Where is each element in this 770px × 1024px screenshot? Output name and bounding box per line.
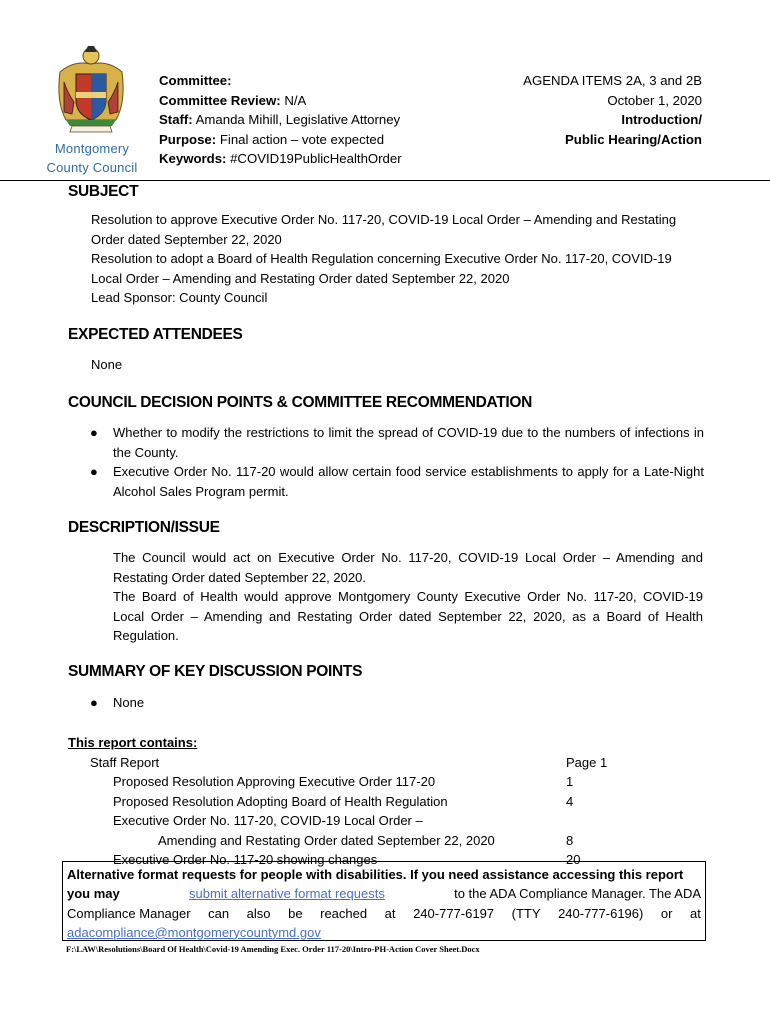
word: also	[246, 905, 271, 921]
county-seal-icon	[52, 42, 130, 138]
action-type-line2: Public Hearing/Action	[564, 131, 702, 147]
subject-heading: SUBJECT	[68, 183, 139, 200]
review-line	[159, 91, 402, 111]
word: Compliance Manager	[67, 905, 191, 921]
description-heading: DESCRIPTION/ISSUE	[68, 519, 220, 536]
subject-line: Lead Sponsor: County Council	[91, 290, 268, 305]
report-contents	[68, 733, 708, 870]
word: or	[660, 905, 673, 921]
agenda-info	[523, 71, 702, 149]
list-item	[68, 462, 704, 501]
subject-line: Local Order – Amending and Restating Order dated September 22, 2020	[91, 270, 510, 286]
purpose-label: Purpose:	[159, 131, 217, 147]
table-row	[68, 811, 708, 831]
contents-page: 4	[566, 793, 574, 809]
file-path: F:\LAW\Resolutions\Board Of Health\Covid-19 Amending Exec. Order 117-20\Intro-PH-Action Cover Sheet.Docx	[66, 944, 480, 954]
keywords-label: Keywords:	[159, 151, 227, 166]
list-item	[68, 693, 704, 713]
contents-label: Executive Order No. 117-20 showing changes	[113, 852, 378, 867]
staff-line	[159, 110, 402, 130]
contents-page: Page 1	[566, 754, 608, 770]
bullet-icon: ●	[90, 425, 98, 440]
contents-page: 1	[566, 774, 574, 789]
contents-title: This report contains:	[68, 735, 198, 750]
table-row	[68, 792, 708, 812]
review-label: Committee Review:	[159, 92, 281, 108]
accessibility-heading: Alternative format requests for people with disabilities. If you need assistance accessing this report	[67, 867, 684, 882]
word: can	[208, 905, 230, 921]
decision-point: Executive Order No. 117-20 would allow certain food service establishments to apply for a Late-Night Alcohol Sales Program permit.	[113, 464, 704, 499]
decision-heading: COUNCIL DECISION POINTS & COMMITTEE RECOMMENDATION	[68, 394, 533, 411]
attendees-value: None	[91, 357, 123, 372]
accessibility-line3	[67, 904, 701, 923]
contents-label: Executive Order No. 117-20, COVID-19 Local Order –	[113, 813, 423, 828]
org-name-line2: County Council	[46, 160, 138, 175]
subject-line: Resolution to adopt a Board of Health Regulation concerning Executive Order No. 117-20, COVID-19	[91, 251, 672, 266]
committee-label: Committee:	[159, 73, 232, 88]
org-name-line1: Montgomery	[54, 141, 130, 156]
table-row	[68, 753, 708, 773]
alternative-format-request-link[interactable]: submit alternative format requests	[189, 886, 385, 902]
committee-line	[159, 71, 402, 91]
summary-heading: SUMMARY OF KEY DISCUSSION POINTS	[68, 663, 363, 680]
accessibility-notice	[62, 861, 706, 941]
word: at	[690, 905, 701, 921]
word: at	[384, 905, 396, 921]
phone-number: 240-777-6197	[413, 905, 495, 921]
contents-page: 20	[566, 852, 581, 867]
summary-list	[68, 693, 704, 713]
contents-label: Proposed Resolution Adopting Board of Health Regulation	[113, 793, 448, 809]
bullet-icon: ●	[90, 695, 98, 710]
staff-label: Staff:	[159, 112, 193, 127]
table-row	[68, 831, 708, 851]
subject-line: Order dated September 22, 2020	[91, 231, 282, 247]
summary-point: None	[113, 695, 145, 710]
purpose-line	[159, 130, 402, 150]
staff-value: Amanda Mihill, Legislative Attorney	[195, 112, 401, 127]
description-para1: The Council would act on Executive Order No. 117-20, COVID-19 Local Order – Amending and Restating Order dated September 22, 2020.	[113, 550, 703, 585]
header-metadata	[159, 71, 402, 169]
action-type-line1: Introduction/	[621, 112, 702, 127]
keywords-line	[159, 149, 402, 169]
review-value: N/A	[284, 92, 307, 108]
decision-list	[68, 423, 704, 501]
purpose-value: Final action – vote expected	[219, 131, 385, 147]
list-item	[68, 423, 704, 462]
word: (TTY	[511, 905, 541, 921]
accessibility-line2	[67, 884, 701, 903]
contents-page: 8	[566, 832, 574, 848]
decision-point: Whether to modify the restrictions to limit the spread of COVID-19 due to the numbers of infections in the County.	[113, 425, 704, 460]
agenda-items: AGENDA ITEMS 2A, 3 and 2B	[523, 73, 702, 88]
accessibility-you-may: you may	[67, 886, 120, 902]
word: be	[288, 905, 303, 921]
subject-line: Resolution to approve Executive Order No. 117-20, COVID-19 Local Order – Amending and Restating	[91, 212, 677, 227]
ada-email-link[interactable]: adacompliance@montgomerycountymd.gov	[67, 924, 321, 940]
word: reached	[320, 905, 368, 921]
keywords-value: #COVID19PublicHealthOrder	[230, 151, 402, 166]
table-row	[68, 772, 708, 792]
accessibility-line2-rest: to the ADA Compliance Manager. The ADA	[454, 886, 701, 902]
contents-label: Proposed Resolution Approving Executive Order 117-20	[113, 774, 436, 789]
contents-label: Staff Report	[90, 754, 160, 770]
meeting-date: October 1, 2020	[607, 92, 702, 108]
tty-number: 240-777-6196)	[558, 905, 644, 921]
contents-label: Amending and Restating Order dated September 22, 2020	[158, 832, 495, 848]
bullet-icon: ●	[90, 464, 98, 479]
subject-body	[91, 210, 676, 308]
header-divider	[0, 180, 770, 181]
description-para2: The Board of Health would approve Montgomery County Executive Order No. 117-20, COVID-19 Local Order – Amending and Restating Order dated September 22, 2020, as a Board of Health Regulation.	[113, 589, 703, 643]
attendees-heading: EXPECTED ATTENDEES	[68, 326, 243, 343]
